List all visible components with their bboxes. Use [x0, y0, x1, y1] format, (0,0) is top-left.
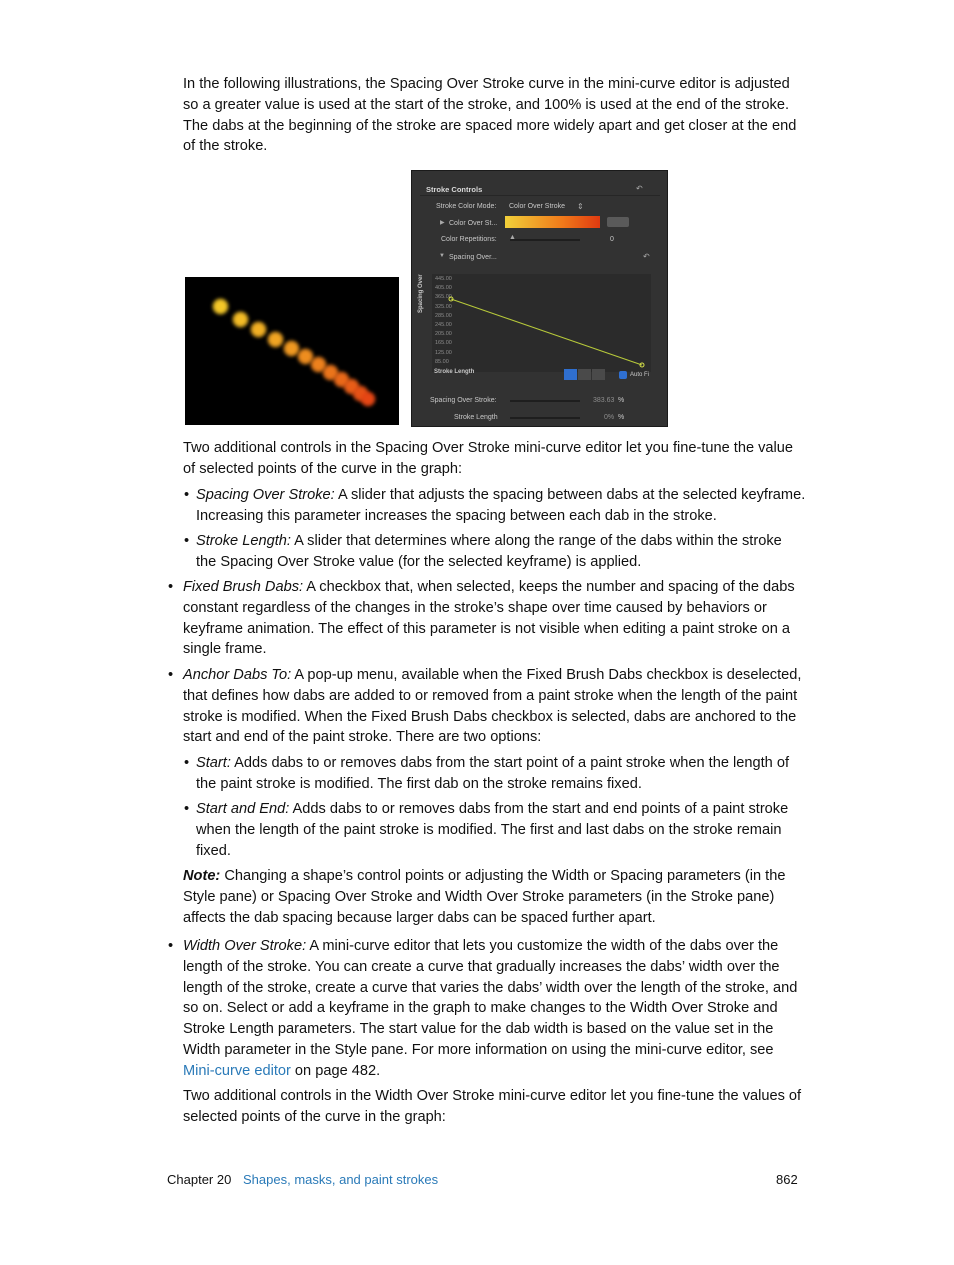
list-item-fixed-brush-dabs — [183, 577, 803, 660]
pointer-tool-button[interactable] — [564, 369, 577, 380]
list-item-spacing-over-stroke — [196, 485, 806, 527]
brush-dab — [232, 311, 249, 328]
reset-icon[interactable]: ↶ — [636, 184, 643, 193]
bullet-marker: • — [184, 755, 190, 771]
graph-y-tick: 85.00 — [435, 358, 449, 365]
length-slider[interactable] — [510, 417, 580, 419]
auto-fit-label: Auto Fi — [630, 372, 650, 378]
section-reset-icon[interactable]: ↶ — [643, 252, 650, 261]
graph-y-tick: 165.00 — [435, 340, 452, 347]
color-mode-label: Stroke Color Mode: — [436, 203, 497, 210]
bullet-marker: • — [184, 533, 190, 549]
stroke-controls-inspector — [411, 170, 668, 427]
term: Stroke Length: — [196, 533, 291, 549]
color-reps-value[interactable]: 0 — [610, 236, 614, 243]
length-slider-value[interactable]: 0% — [604, 414, 615, 421]
description: Adds dabs to or removes dabs from the start point of a paint stroke when the length of the paint stroke is modified. The first dab on the stroke remains fixed. — [196, 755, 790, 792]
spacing-curve — [451, 299, 642, 365]
brush-dab — [212, 298, 229, 315]
graph-y-axis-label: Spacing Over — [418, 274, 424, 313]
graph-y-tick: 445.00 — [435, 276, 452, 282]
description: A slider that adjusts the spacing between dabs at the selected keyframe. Increasing this parameter increases the spacing between each dab in the stroke. — [196, 487, 806, 524]
slider-thumb-icon[interactable]: ▲ — [509, 234, 516, 241]
popup-arrows-icon: ⇕ — [577, 202, 584, 211]
paragraph-width-controls: Two additional controls in the Width Over Stroke mini-curve editor let you fine-tune the values of selected points of the curve in the graph: — [183, 1088, 802, 1125]
gradient-menu-button[interactable] — [607, 217, 629, 227]
term: Fixed Brush Dabs: — [183, 579, 304, 595]
length-slider-label: Stroke Length — [454, 414, 498, 421]
length-unit: % — [618, 414, 625, 421]
spacing-slider-value[interactable]: 383.63 — [593, 397, 615, 404]
bullet-marker: • — [168, 938, 174, 954]
note-paragraph — [183, 866, 803, 928]
footer-page-number: 862 — [776, 1172, 798, 1187]
spacing-section-label: Spacing Over... — [449, 254, 497, 261]
list-item-width-over-stroke — [183, 936, 803, 1082]
term: Spacing Over Stroke: — [196, 487, 335, 503]
intro-paragraph: In the following illustrations, the Spacing Over Stroke curve in the mini-curve editor is adjusted so a greater value is used at the start of the stroke, and 100% is used at the end of the stroke. The dabs at the beginning of the stroke are spaced more widely apart and get closer at the end of the stroke. — [183, 76, 797, 155]
frame-tool-button[interactable] — [592, 369, 605, 380]
color-reps-slider[interactable] — [510, 239, 580, 241]
auto-fit-checkbox[interactable] — [619, 371, 627, 379]
term: Start and End: — [196, 801, 290, 817]
spacing-unit: % — [618, 397, 625, 404]
bullet-marker: • — [184, 801, 190, 817]
description: A pop-up menu, available when the Fixed Brush Dabs checkbox is deselected, that defines how dabs are added to or removed from a paint stroke when the length of the paint stroke is modified. When the Fixed Brush Dabs checkbox is selected, dabs are anchored to the start and end of the paint stroke. There are two options: — [183, 667, 802, 746]
spacing-slider[interactable] — [510, 400, 580, 402]
graph-y-tick: 285.00 — [435, 312, 452, 319]
brush-dab — [250, 321, 267, 338]
color-gradient-bar[interactable] — [505, 216, 600, 228]
bullet-marker: • — [168, 667, 174, 683]
list-item-stroke-length — [196, 531, 806, 573]
color-reps-label: Color Repetitions: — [441, 236, 497, 243]
note-label: Note: — [183, 868, 221, 884]
footer-chapter-link[interactable]: Shapes, masks, and paint strokes — [243, 1172, 439, 1187]
list-item-anchor-dabs — [183, 665, 803, 748]
spacing-slider-label: Spacing Over Stroke: — [430, 397, 497, 404]
note-text: Changing a shape’s control points or adjusting the Width or Spacing parameters (in the Style pane) or Spacing Over Stroke and Width Over Stroke parameters (in the Stroke pane) affects the dab spacing because larger dabs can be spaced further apart. — [183, 868, 786, 926]
description-end: on page 482. — [290, 1062, 381, 1079]
inspector-title: Stroke Controls — [426, 185, 483, 194]
graph-y-tick: 325.00 — [435, 303, 452, 310]
graph-y-tick: 125.00 — [435, 349, 452, 356]
description: A slider that determines where along the range of the dabs within the stroke the Spacing Over Stroke value (for the selected keyframe) is applied. — [196, 533, 782, 570]
term: Anchor Dabs To: — [183, 667, 292, 683]
description: A checkbox that, when selected, keeps the number and spacing of the dabs constant regardless of the changes in the stroke’s shape over time caused by behaviors or keyframe animation. The effect of this parameter is not visible when editing a paint stroke on a single frame. — [183, 579, 795, 658]
mini-curve-graph[interactable] — [432, 274, 651, 372]
brush-dab — [360, 391, 376, 407]
color-over-stroke-label: Color Over St... — [449, 220, 498, 227]
description: Adds dabs to or removes dabs from the start and end points of a paint stroke when the length of the paint stroke is modified. The first and last dabs on the stroke remain fixed. — [196, 801, 789, 859]
bullet-marker: • — [168, 579, 174, 595]
graph-y-tick: 205.00 — [435, 331, 452, 338]
footer-chapter: Chapter 20 — [167, 1172, 232, 1187]
paint-stroke-image — [185, 277, 399, 425]
color-mode-popup[interactable]: Color Over Stroke — [509, 203, 566, 210]
description: A mini-curve editor that lets you customize the width of the dabs over the length of the stroke. You can create a curve that gradually increases the dabs’ width over the length of the stroke, create a curve that varies the dabs’ width over the length of the stroke, and so on. Select or add a keyframe in the graph to make changes to the Width Over Stroke and Stroke Length parameters. The start value for the dab width is based on the value set in the Width parameter in the Style pane. For more information on using the mini-curve editor, see — [183, 938, 798, 1058]
term: Start: — [196, 755, 231, 771]
brush-dab — [267, 331, 284, 348]
list-item-start — [196, 753, 806, 795]
disclosure-down-icon[interactable]: ▼ — [439, 253, 445, 259]
term: Width Over Stroke: — [183, 938, 307, 954]
pen-tool-button[interactable] — [578, 369, 591, 380]
list-item-start-and-end — [196, 799, 806, 861]
bullet-marker: • — [184, 487, 190, 503]
graph-y-tick: 405.00 — [435, 285, 452, 292]
disclosure-right-icon[interactable]: ▶ — [440, 220, 445, 226]
graph-x-axis-label: Stroke Length — [434, 369, 475, 375]
mini-curve-editor-link[interactable]: Mini-curve editor — [183, 1062, 291, 1079]
graph-y-tick: 365.00 — [435, 294, 452, 301]
graph-y-tick: 245.00 — [435, 322, 452, 328]
paragraph-two-controls: Two additional controls in the Spacing Over Stroke mini-curve editor let you fine-tune the value of selected points of the curve in the graph: — [183, 440, 794, 477]
